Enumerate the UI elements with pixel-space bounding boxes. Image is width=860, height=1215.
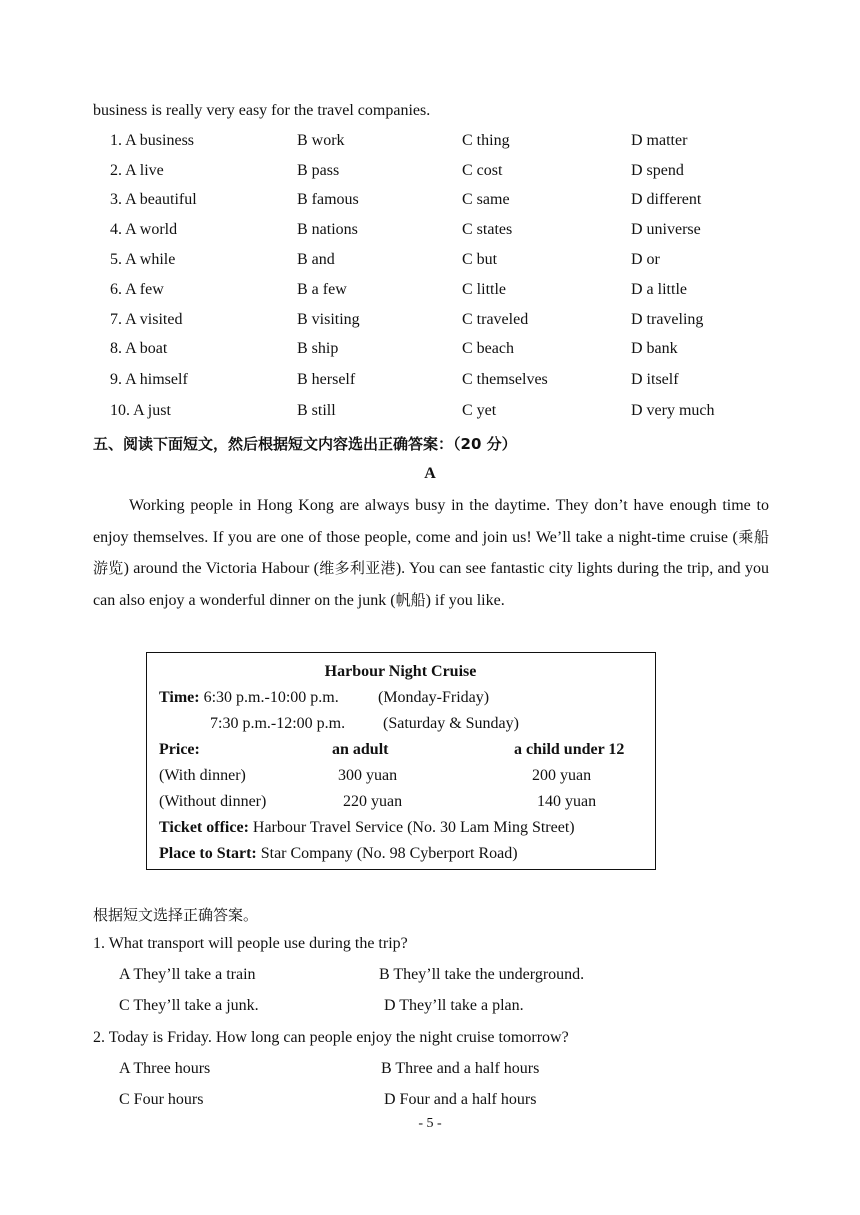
option-c: C states <box>462 221 513 238</box>
passage-gloss: 帆船 <box>395 590 426 609</box>
days-weekend: (Saturday & Sunday) <box>383 715 519 732</box>
option-d: D itself <box>631 371 679 388</box>
option-d: D matter <box>631 132 688 149</box>
option-a: 6. A few <box>110 281 164 298</box>
option-row <box>0 340 860 364</box>
passage-gloss: 维多利亚港 <box>318 559 396 577</box>
option-b: B herself <box>297 371 356 388</box>
q2-option-a: A Three hours <box>119 1060 211 1077</box>
option-c: C little <box>462 281 506 298</box>
q2-option-c: C Four hours <box>119 1091 204 1108</box>
option-b: B still <box>297 402 336 419</box>
q2-option-d: D Four and a half hours <box>384 1091 537 1108</box>
option-c: C thing <box>462 132 510 149</box>
option-b: B a few <box>297 281 347 298</box>
option-b: B visiting <box>297 311 360 328</box>
ticket-office-row <box>159 819 575 837</box>
option-row <box>0 371 860 395</box>
question-1: 1. What transport will people use during the trip? <box>93 935 408 952</box>
option-a: 5. A while <box>110 251 176 268</box>
start-label: Place to Start: <box>159 845 257 862</box>
adult-header: an adult <box>332 741 389 758</box>
passage-paragraph <box>93 490 769 616</box>
without-dinner-label: (Without dinner) <box>159 793 267 810</box>
option-c: C beach <box>462 340 514 357</box>
option-row <box>0 402 860 426</box>
q1-option-d: D They’ll take a plan. <box>384 997 524 1014</box>
option-c: C but <box>462 251 498 268</box>
intro-line: business is really very easy for the travel companies. <box>93 102 431 119</box>
price-label: Price: <box>159 741 200 758</box>
ad-title: Harbour Night Cruise <box>324 663 477 680</box>
instruction: 根据短文选择正确答案。 <box>93 906 259 924</box>
option-row <box>0 221 860 245</box>
ticket-label: Ticket office: <box>159 819 249 836</box>
option-row <box>0 311 860 335</box>
option-d: D different <box>631 191 702 208</box>
ad-time-row <box>159 689 339 707</box>
child-header: a child under 12 <box>514 741 625 758</box>
q1-option-b: B They’ll take the underground. <box>379 966 585 983</box>
cruise-ad-box <box>146 652 656 870</box>
without-dinner-child: 140 yuan <box>537 793 597 810</box>
start-value: Star Company (No. 98 Cyberport Road) <box>260 845 518 862</box>
section-title: 五、阅读下面短文，然后根据短文内容选出正确答案：（20 分） <box>93 435 517 453</box>
option-a: 3. A beautiful <box>110 191 197 208</box>
days-weekday: (Monday-Friday) <box>378 689 490 706</box>
with-dinner-child: 200 yuan <box>532 767 592 784</box>
passage-text: ) if you like. <box>425 591 505 609</box>
option-row <box>0 281 860 305</box>
time-weekend: 7:30 p.m.-12:00 p.m. <box>210 715 346 732</box>
option-b: B work <box>297 132 345 149</box>
start-place-row <box>159 845 518 863</box>
option-row <box>0 251 860 275</box>
without-dinner-adult: 220 yuan <box>343 793 403 810</box>
question-2: 2. Today is Friday. How long can people enjoy the night cruise tomorrow? <box>93 1029 569 1046</box>
option-d: D very much <box>631 402 715 419</box>
q1-option-a: A They’ll take a train <box>119 966 256 983</box>
q1-option-c: C They’ll take a junk. <box>119 997 259 1014</box>
passage-text: ). You can see fantastic city lights during the trip, and you can also enjoy a wonderful dinner on the junk ( <box>93 560 769 609</box>
option-row <box>0 132 860 156</box>
time-weekday: 6:30 p.m.-10:00 p.m. <box>203 689 339 706</box>
option-d: D spend <box>631 162 684 179</box>
option-a: 1. A business <box>110 132 195 149</box>
option-b: B famous <box>297 191 359 208</box>
option-c: C same <box>462 191 510 208</box>
page-number: - 5 - <box>418 1116 442 1131</box>
option-d: D universe <box>631 221 701 238</box>
with-dinner-label: (With dinner) <box>159 767 246 784</box>
option-d: D traveling <box>631 311 704 328</box>
option-c: C traveled <box>462 311 529 328</box>
option-b: B pass <box>297 162 340 179</box>
time-label: Time: <box>159 689 200 706</box>
option-a: 4. A world <box>110 221 178 238</box>
option-c: C cost <box>462 162 503 179</box>
option-b: B nations <box>297 221 358 238</box>
option-d: D a little <box>631 281 687 298</box>
option-d: D or <box>631 251 660 268</box>
option-b: B ship <box>297 340 339 357</box>
q2-option-b: B Three and a half hours <box>381 1060 540 1077</box>
option-a: 2. A live <box>110 162 164 179</box>
option-row <box>0 162 860 186</box>
option-a: 10. A just <box>110 402 171 419</box>
option-b: B and <box>297 251 335 268</box>
passage-text: Working people in Hong Kong are always busy in the daytime. They don’t have enough time to enjoy themselves. If you are one of those people, come and join us! We’ll take a night-time cruise ( <box>93 497 769 546</box>
option-a: 8. A boat <box>110 340 168 357</box>
option-c: C themselves <box>462 371 548 388</box>
passage-text: ) around the Victoria Habour ( <box>123 560 319 577</box>
option-row <box>0 191 860 215</box>
passage-label: A <box>424 465 436 482</box>
option-c: C yet <box>462 402 497 419</box>
passage-gloss: 乘船游览 <box>93 527 769 577</box>
option-a: 9. A himself <box>110 371 188 388</box>
option-d: D bank <box>631 340 678 357</box>
ticket-value: Harbour Travel Service (No. 30 Lam Ming Street) <box>252 819 575 836</box>
passage <box>93 490 769 616</box>
with-dinner-adult: 300 yuan <box>338 767 398 784</box>
option-a: 7. A visited <box>110 311 183 328</box>
